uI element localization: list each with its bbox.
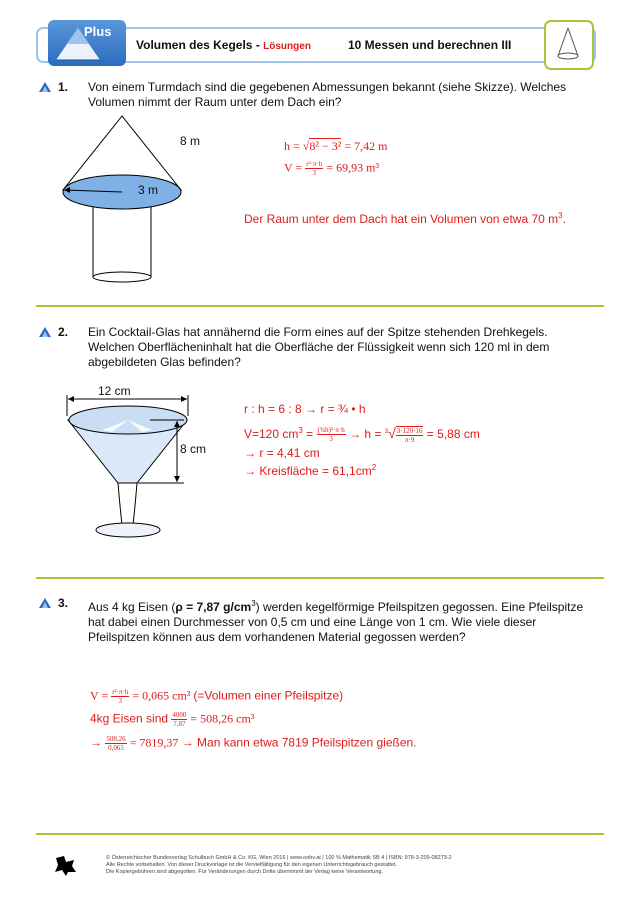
task-2-number: 2. <box>58 325 69 339</box>
task-3-text <box>88 596 598 645</box>
publisher-logo-icon <box>52 852 78 878</box>
radius-line: → r = 4,41 cm <box>244 446 320 460</box>
root-num: 3·120·16 <box>396 426 423 435</box>
vol-b: = <box>302 427 317 441</box>
vol-sup: 3 <box>298 426 303 435</box>
chapter-title: 10 Messen und berechnen III <box>348 38 512 52</box>
root-den: π·9 <box>404 435 415 444</box>
footer-fees: Die Kopiergebühren sind abgegolten. Für Veränderungen durch Dritte übernimmt der Verlag keine Verantwortung. <box>106 869 384 875</box>
t3-a: Aus 4 kg Eisen ( <box>88 600 176 614</box>
volume-line: V=120 $cm^3$ = $\frac{\text{(¾h)²·π·h}}{3}$ → h = $^3$√ $\frac{3\cdot 120\cdot 16}{\pi\cdot 9}$ = 5,88 cm <box>244 425 480 444</box>
v-eq-rhs: = 69,93 m³ <box>323 160 380 175</box>
ratio-line: r : h = 6 : 8 → r = ¾ • h <box>244 402 366 416</box>
vol-a: V=120 cm <box>244 427 299 441</box>
vol-frac-den: 3 <box>329 435 333 444</box>
count-line <box>90 735 417 752</box>
cone-badge <box>544 20 594 70</box>
s2-a: 4kg Eisen sind <box>90 711 172 726</box>
t3-b: = 7,87 g/cm <box>182 600 252 614</box>
divider-3 <box>36 833 604 835</box>
height-equation <box>284 139 387 154</box>
s1-den: 3 <box>118 697 123 705</box>
answer-end: . <box>562 212 566 226</box>
solutions-label: Lösungen <box>263 41 311 52</box>
radius-label: 3 m <box>138 183 159 197</box>
task-2-text: Ein Cocktail-Glas hat annähernd die Form eines auf der Spitze stehenden Drehkegels. Welchen Oberflächeninhalt hat die Oberfläche der Flüssigkeit wenn sich 120 ml in dem abgebildeten Glas befinden? <box>88 325 550 369</box>
s1-c: (=Volumen einer Pfeilspitze) <box>193 688 344 703</box>
page-title <box>136 38 311 52</box>
cone-icon <box>546 22 592 68</box>
s3-den: 0,065 <box>108 744 124 752</box>
s3-fraction <box>105 735 126 752</box>
iron-volume-line <box>90 711 254 728</box>
s2-den: 7,87 <box>173 720 186 728</box>
h-eq-radicand: 8² − 3² <box>309 139 342 153</box>
task-1-text: Von einem Turmdach sind die gegebenen Abmessungen bekannt (siehe Skizze). Welches Volumen nimmt der Raum unter dem Dach ein? <box>88 80 567 109</box>
area-sup: 2 <box>371 463 377 472</box>
volume-equation <box>284 160 379 177</box>
root-fraction <box>396 426 424 444</box>
vol-d: = 5,88 cm <box>423 427 480 441</box>
v-eq-lhs: V = <box>284 160 306 175</box>
h-eq-rhs: = 7,42 m <box>341 139 388 153</box>
task-1-number: 1. <box>58 80 69 94</box>
s2-fraction <box>171 711 187 728</box>
s2-b: = 508,26 cm³ <box>187 711 255 726</box>
s3-num: 508,26 <box>106 735 126 743</box>
s1-num: r²·π·h <box>112 688 129 696</box>
plus-label: Plus <box>84 24 112 39</box>
t3-c: ) werden kegelförmige Pfeilspitzen gegossen. Eine Pfeilspitze hat dabei einen Durchmesser von 0,5 cm und eine Länge von 1 cm. Wie viele dieser Pfeilspitzen können aus dem vorhandenen Material gegossen werden? <box>88 600 584 644</box>
vol-fraction <box>317 426 346 443</box>
h-eq-lhs: h = √ <box>284 139 310 153</box>
arrow-volume-line <box>90 688 343 705</box>
t3-rho: ρ <box>175 600 183 614</box>
divider-1 <box>36 305 604 307</box>
task-1-triangle-icon <box>38 81 52 93</box>
vol-c: → h = <box>345 427 385 441</box>
footer-copyright: © Österreichischer Bundesverlag Schulbuch GmbH & Co. KG, Wien 2016 | www.oebv.at | 100 % Mathematik SB 4 | ISBN: 978-3-209-08273-2 <box>106 855 452 861</box>
slant-label: 8 m <box>180 134 201 148</box>
s3-c: → Man kann etwa 7819 Pfeilspitzen gießen. <box>178 735 417 750</box>
tower-roof-sketch <box>55 112 195 287</box>
s3-b: = 7819,37 <box>126 735 179 750</box>
glass-height-label: 8 cm <box>180 442 207 456</box>
task-3-triangle-icon <box>38 597 52 609</box>
glass-width-label: 12 cm <box>98 384 131 398</box>
task-2-triangle-icon <box>38 326 52 338</box>
area-a: → Kreisfläche = 61,1cm <box>244 464 372 478</box>
s1-fraction <box>111 688 129 705</box>
footer-rights: Alle Rechte vorbehalten. Von dieser Druckvorlage ist die Vervielfältigung für den eigenen Unterrichtsgebrauch gestattet. <box>106 862 398 868</box>
task-1-answer <box>244 208 566 227</box>
area-line <box>244 460 376 479</box>
s1-b: = 0,065 cm³ <box>129 688 194 703</box>
title-text: Volumen des Kegels - <box>136 38 264 52</box>
v-fraction <box>305 160 323 177</box>
v-frac-den: 3 <box>312 169 317 177</box>
v-frac-num: r²·π·h <box>306 160 323 168</box>
divider-2 <box>36 577 604 579</box>
answer-sup: 3 <box>558 211 563 220</box>
s2-num: 4000 <box>172 711 187 719</box>
cocktail-glass-sketch <box>62 382 192 544</box>
root-index: 3 <box>384 429 389 435</box>
vol-frac-num: (¾h)²·π·h <box>317 426 345 435</box>
s3-a: → <box>90 735 106 750</box>
task-3-number: 3. <box>58 596 69 610</box>
answer-text: Der Raum unter dem Dach hat ein Volumen von etwa 70 m <box>244 212 559 226</box>
s1-a: V = <box>90 688 112 703</box>
t3-sup: 3 <box>251 599 256 608</box>
